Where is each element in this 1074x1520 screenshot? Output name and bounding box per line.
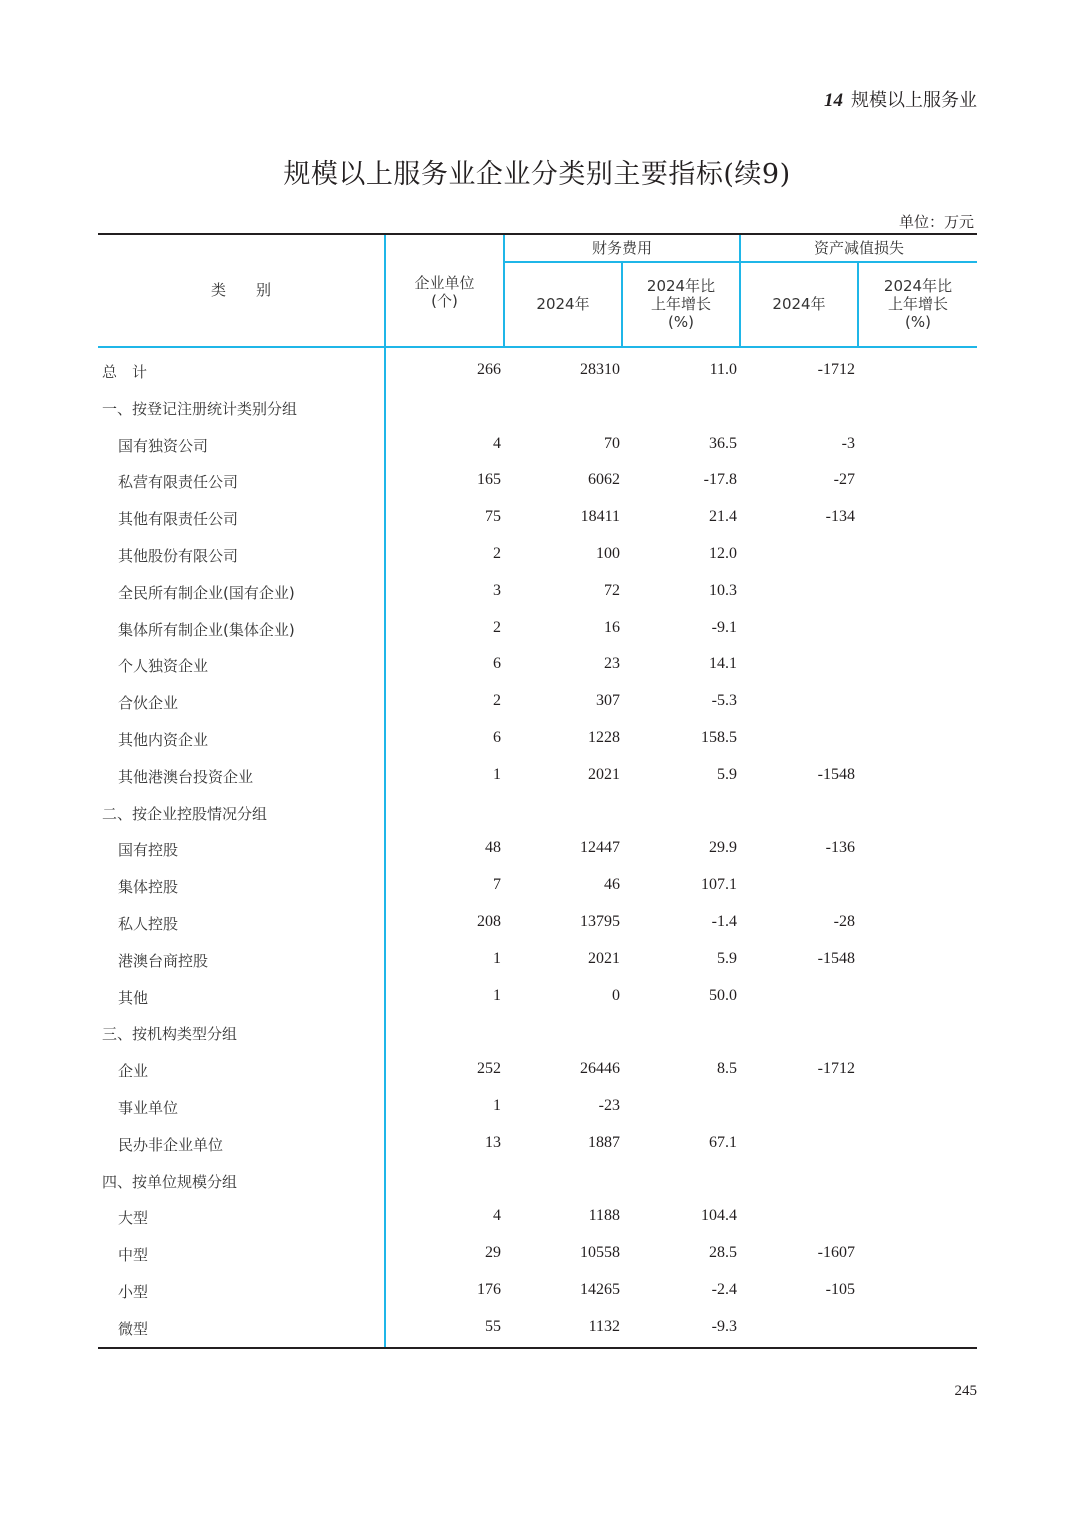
row-label: 其他内资企业 <box>118 731 209 749</box>
row-value: 16 <box>604 618 620 636</box>
table-bottom-rule <box>98 1347 977 1349</box>
row-value: 1132 <box>588 1317 620 1335</box>
row-value: 165 <box>477 471 501 489</box>
row-value: 13795 <box>580 913 620 930</box>
table-row <box>98 499 977 535</box>
table-row <box>98 683 977 719</box>
row-label: 合伙企业 <box>118 694 179 713</box>
header-finance-growth-line2: 上年增长 <box>650 295 711 313</box>
row-value: -23 <box>598 1097 620 1114</box>
row-value: 4 <box>493 1207 501 1225</box>
row-value: 5.9 <box>717 949 737 967</box>
row-label: 全民所有制企业(国有企业) <box>118 583 295 602</box>
row-value: 104.4 <box>701 1207 737 1225</box>
row-value: -1548 <box>817 765 855 783</box>
table-row <box>98 462 977 498</box>
row-value: 29 <box>485 1244 501 1262</box>
row-value: 72 <box>604 581 620 599</box>
table-top-rule <box>98 233 977 235</box>
row-value: 1 <box>493 765 501 783</box>
row-value: 266 <box>477 361 501 378</box>
row-value: -105 <box>825 1281 855 1298</box>
row-value: -136 <box>825 839 855 857</box>
row-value: 2 <box>493 692 501 710</box>
row-label: 大型 <box>118 1209 149 1228</box>
row-value: 10558 <box>580 1244 620 1262</box>
row-value: 36.5 <box>709 434 737 452</box>
row-value: 28310 <box>580 361 620 378</box>
row-value: 46 <box>604 876 620 894</box>
row-value: -3 <box>841 434 855 452</box>
row-value: 8.5 <box>717 1060 737 1078</box>
header-units-line2: (个) <box>431 292 458 310</box>
row-label: 其他有限责任公司 <box>118 510 239 529</box>
row-value: 48 <box>485 839 501 857</box>
table-row <box>98 610 977 646</box>
row-value: 12447 <box>580 839 620 857</box>
header-impairment-year: 2024年 <box>772 295 826 313</box>
table-row <box>98 1235 977 1271</box>
row-label: 民办非企业单位 <box>118 1135 224 1154</box>
row-label: 其他股份有限公司 <box>118 547 239 565</box>
row-value: -17.8 <box>703 471 737 489</box>
row-value: 13 <box>485 1133 501 1151</box>
row-value: 26446 <box>580 1060 620 1078</box>
row-value: -1548 <box>817 949 855 967</box>
row-value: 1228 <box>588 729 620 746</box>
row-value: 2 <box>493 618 501 636</box>
row-value: 2 <box>493 545 501 562</box>
row-label: 企业 <box>118 1062 149 1081</box>
row-value: 75 <box>485 508 501 526</box>
row-label: 港澳台商控股 <box>118 951 209 970</box>
header-group-impairment: 资产减值损失 <box>813 239 904 257</box>
row-value: 29.9 <box>709 839 737 857</box>
header-finance-growth-line1: 2024年比 <box>646 277 716 295</box>
page-title: 规模以上服务业企业分类别主要指标(续9) <box>283 159 791 190</box>
row-value: 158.5 <box>701 729 737 746</box>
row-value: 2021 <box>588 765 620 783</box>
row-value: -9.3 <box>711 1317 737 1335</box>
table-row <box>98 352 977 388</box>
table-row <box>98 426 977 462</box>
table-row <box>98 794 977 830</box>
row-label: 微型 <box>118 1319 149 1338</box>
table-row <box>98 1088 977 1124</box>
row-label: 国有控股 <box>118 841 179 860</box>
row-label: 事业单位 <box>118 1099 179 1117</box>
row-value: 0 <box>612 986 620 1004</box>
row-label: 集体控股 <box>118 878 179 897</box>
row-value: 2021 <box>588 949 620 967</box>
row-label: 小型 <box>118 1283 149 1301</box>
row-label: 三、按机构类型分组 <box>102 1025 238 1044</box>
header-impairment-growth-line1: 2024年比 <box>883 277 953 295</box>
row-label: 二、按企业控股情况分组 <box>102 804 268 823</box>
row-value: 1188 <box>588 1207 620 1225</box>
table-row <box>98 978 977 1014</box>
table-row <box>98 757 977 793</box>
chapter-title: 规模以上服务业 <box>851 90 977 111</box>
row-value: -134 <box>825 508 855 526</box>
row-value: 1887 <box>588 1133 620 1151</box>
row-value: 6062 <box>588 471 620 489</box>
table-row <box>98 536 977 572</box>
table-row <box>98 1014 977 1050</box>
row-value: -1712 <box>817 1060 855 1078</box>
row-value: 23 <box>604 655 620 673</box>
row-value: 67.1 <box>709 1133 737 1151</box>
table-row <box>98 1198 977 1234</box>
header-bottom-rule <box>98 346 977 348</box>
row-value: 5.9 <box>717 765 737 783</box>
row-value: 252 <box>477 1060 501 1078</box>
row-value: 100 <box>596 545 620 562</box>
header-units <box>386 274 503 310</box>
running-header <box>824 86 977 112</box>
row-value: 4 <box>493 434 501 452</box>
row-value: 21.4 <box>709 508 737 526</box>
row-value: 50.0 <box>709 986 737 1004</box>
page-number: 245 <box>954 1383 977 1399</box>
header-impairment-growth-line2: 上年增长 <box>887 295 948 313</box>
row-label: 总 计 <box>102 363 148 381</box>
unit-label: 单位：万元 <box>898 213 974 231</box>
row-label: 个人独资企业 <box>118 657 209 676</box>
row-value: 1 <box>493 949 501 967</box>
header-impairment-growth-line3: (%) <box>905 313 931 331</box>
header-category: 类 别 <box>210 281 271 299</box>
table-row <box>98 1309 977 1345</box>
row-label: 私人控股 <box>118 915 179 933</box>
row-value: 3 <box>493 581 501 599</box>
row-label: 集体所有制企业(集体企业) <box>118 620 295 639</box>
table-row <box>98 904 977 940</box>
row-value: 70 <box>604 434 620 452</box>
row-value: 28.5 <box>709 1244 737 1262</box>
row-value: 107.1 <box>701 876 737 894</box>
row-label: 四、按单位规模分组 <box>102 1172 238 1191</box>
table-row <box>98 867 977 903</box>
row-value: -1.4 <box>711 913 737 930</box>
row-value: 1 <box>493 986 501 1004</box>
row-label: 国有独资公司 <box>118 436 209 455</box>
row-value: -2.4 <box>711 1281 737 1298</box>
row-value: 208 <box>477 913 501 930</box>
row-value: 18411 <box>580 508 620 526</box>
group-header-rule <box>505 261 977 263</box>
header-impairment-growth <box>859 277 977 331</box>
row-value: -1607 <box>817 1244 855 1262</box>
chapter-number: 14 <box>824 90 843 111</box>
row-value: 14.1 <box>709 655 737 673</box>
row-value: -9.1 <box>711 618 737 636</box>
header-finance-growth <box>623 277 739 331</box>
row-label: 一、按登记注册统计类别分组 <box>102 399 298 418</box>
table-row <box>98 941 977 977</box>
row-value: 10.3 <box>709 581 737 599</box>
table-row <box>98 1125 977 1161</box>
table-row <box>98 646 977 682</box>
table-row <box>98 1051 977 1087</box>
header-group-finance: 财务费用 <box>591 239 652 257</box>
table-row <box>98 1162 977 1198</box>
header-finance-growth-line3: (%) <box>668 313 694 331</box>
row-label: 其他港澳台投资企业 <box>118 767 254 786</box>
row-value: -5.3 <box>711 692 737 710</box>
row-label: 私营有限责任公司 <box>118 473 239 492</box>
row-label: 中型 <box>118 1246 149 1265</box>
row-value: 6 <box>493 729 501 746</box>
row-value: 6 <box>493 655 501 673</box>
row-value: 14265 <box>580 1281 620 1298</box>
table-row <box>98 389 977 425</box>
row-value: 1 <box>493 1097 501 1114</box>
row-value: -28 <box>833 913 855 930</box>
row-value: 176 <box>477 1281 501 1298</box>
table-row <box>98 830 977 866</box>
row-value: 55 <box>485 1317 501 1335</box>
row-value: -27 <box>833 471 855 489</box>
row-value: 12.0 <box>709 545 737 562</box>
header-finance-year: 2024年 <box>536 295 590 313</box>
table-row <box>98 720 977 756</box>
row-label: 其他 <box>118 988 149 1007</box>
header-units-line1: 企业单位 <box>414 274 475 292</box>
row-value: 307 <box>596 692 620 710</box>
row-value: 11.0 <box>709 361 737 378</box>
row-value: 7 <box>493 876 501 894</box>
row-value: -1712 <box>817 361 855 378</box>
table-row <box>98 573 977 609</box>
table-row <box>98 1272 977 1308</box>
